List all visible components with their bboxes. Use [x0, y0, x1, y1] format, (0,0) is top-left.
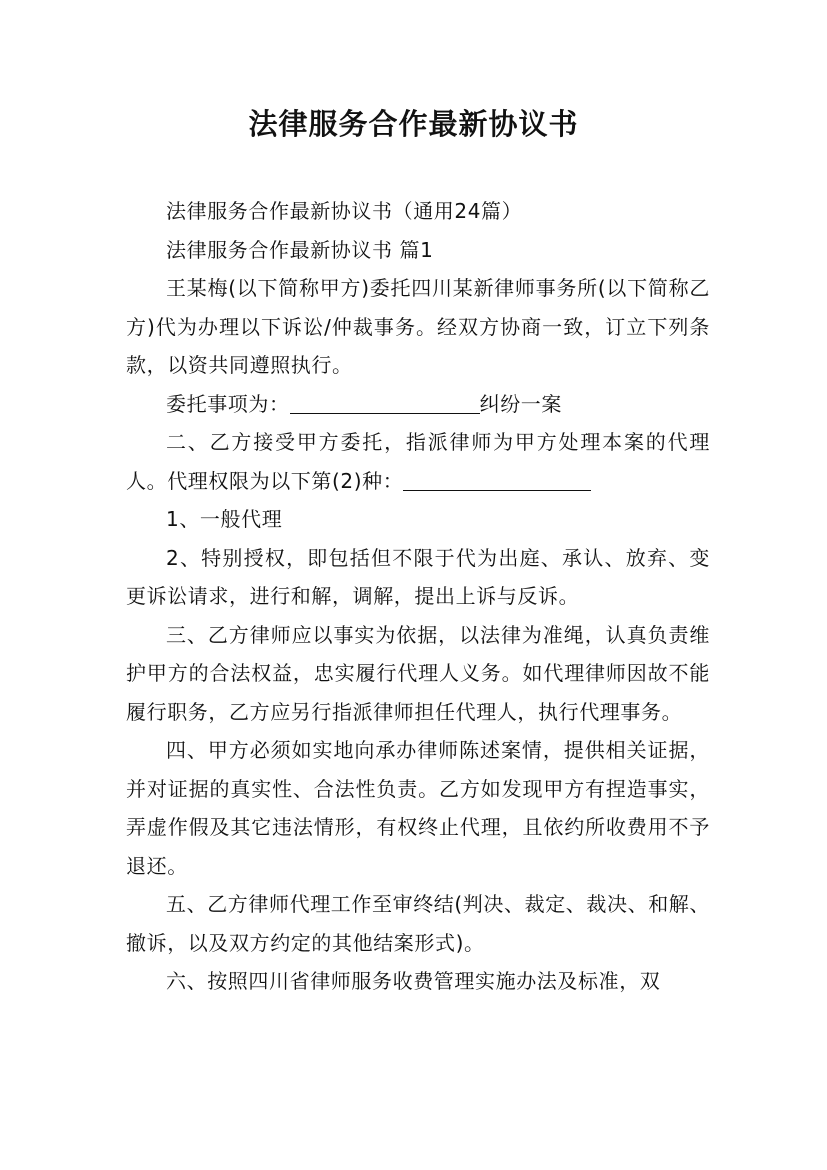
paragraph-subtitle: 法律服务合作最新协议书（通用24篇） — [166, 199, 523, 223]
paragraph-clause-3: 三、乙方律师应以事实为依据，以法律为准绳，认真负责维护甲方的合法权益，忠实履行代理人义务。如代理律师因故不能履行职务，乙方应另行指派律师担任代理人，执行代理事务。 — [126, 622, 710, 724]
entrust-label: 委托事项为： — [166, 391, 290, 416]
paragraph-general-agency: 1、一般代理 — [166, 507, 283, 531]
paragraph-clause-2 — [126, 423, 710, 500]
clause-2-text: 二、乙方接受甲方委托，指派律师为甲方处理本案的代理人。代理权限为以下第(2)种： — [126, 430, 710, 493]
paragraph-chapter-heading: 法律服务合作最新协议书 篇1 — [166, 237, 434, 262]
paragraph-clause-6: 六、按照四川省律师服务收费管理实施办法及标准，双 — [166, 969, 661, 993]
paragraph-entrust-matter — [126, 385, 710, 424]
paragraph-clause-4: 四、甲方必须如实地向承办律师陈述案情，提供相关证据，并对证据的真实性、合法性负责。乙方如发现甲方有捏造事实，弄虚作假及其它违法情形，有权终止代理，且依约所收费用不予退还。 — [126, 738, 710, 878]
entrust-suffix: 纠纷一案 — [479, 391, 563, 416]
authority-blank-line — [403, 468, 591, 491]
document-title: 法律服务合作最新协议书 — [248, 107, 579, 141]
entrust-blank-line — [290, 391, 480, 414]
paragraph-intro: 王某梅(以下简称甲方)委托四川某新律师事务所(以下简称乙方)代为办理以下诉讼/仲裁事务。经双方协商一致，订立下列条款，以资共同遵照执行。 — [126, 276, 710, 377]
paragraph-special-authorization: 2、特别授权，即包括但不限于代为出庭、承认、放弃、变更诉讼请求，进行和解，调解，提出上诉与反诉。 — [126, 545, 710, 608]
document-body — [126, 192, 710, 1001]
paragraph-clause-5: 五、乙方律师代理工作至审终结(判决、裁定、裁决、和解、撤诉，以及双方约定的其他结案形式)。 — [126, 892, 711, 955]
